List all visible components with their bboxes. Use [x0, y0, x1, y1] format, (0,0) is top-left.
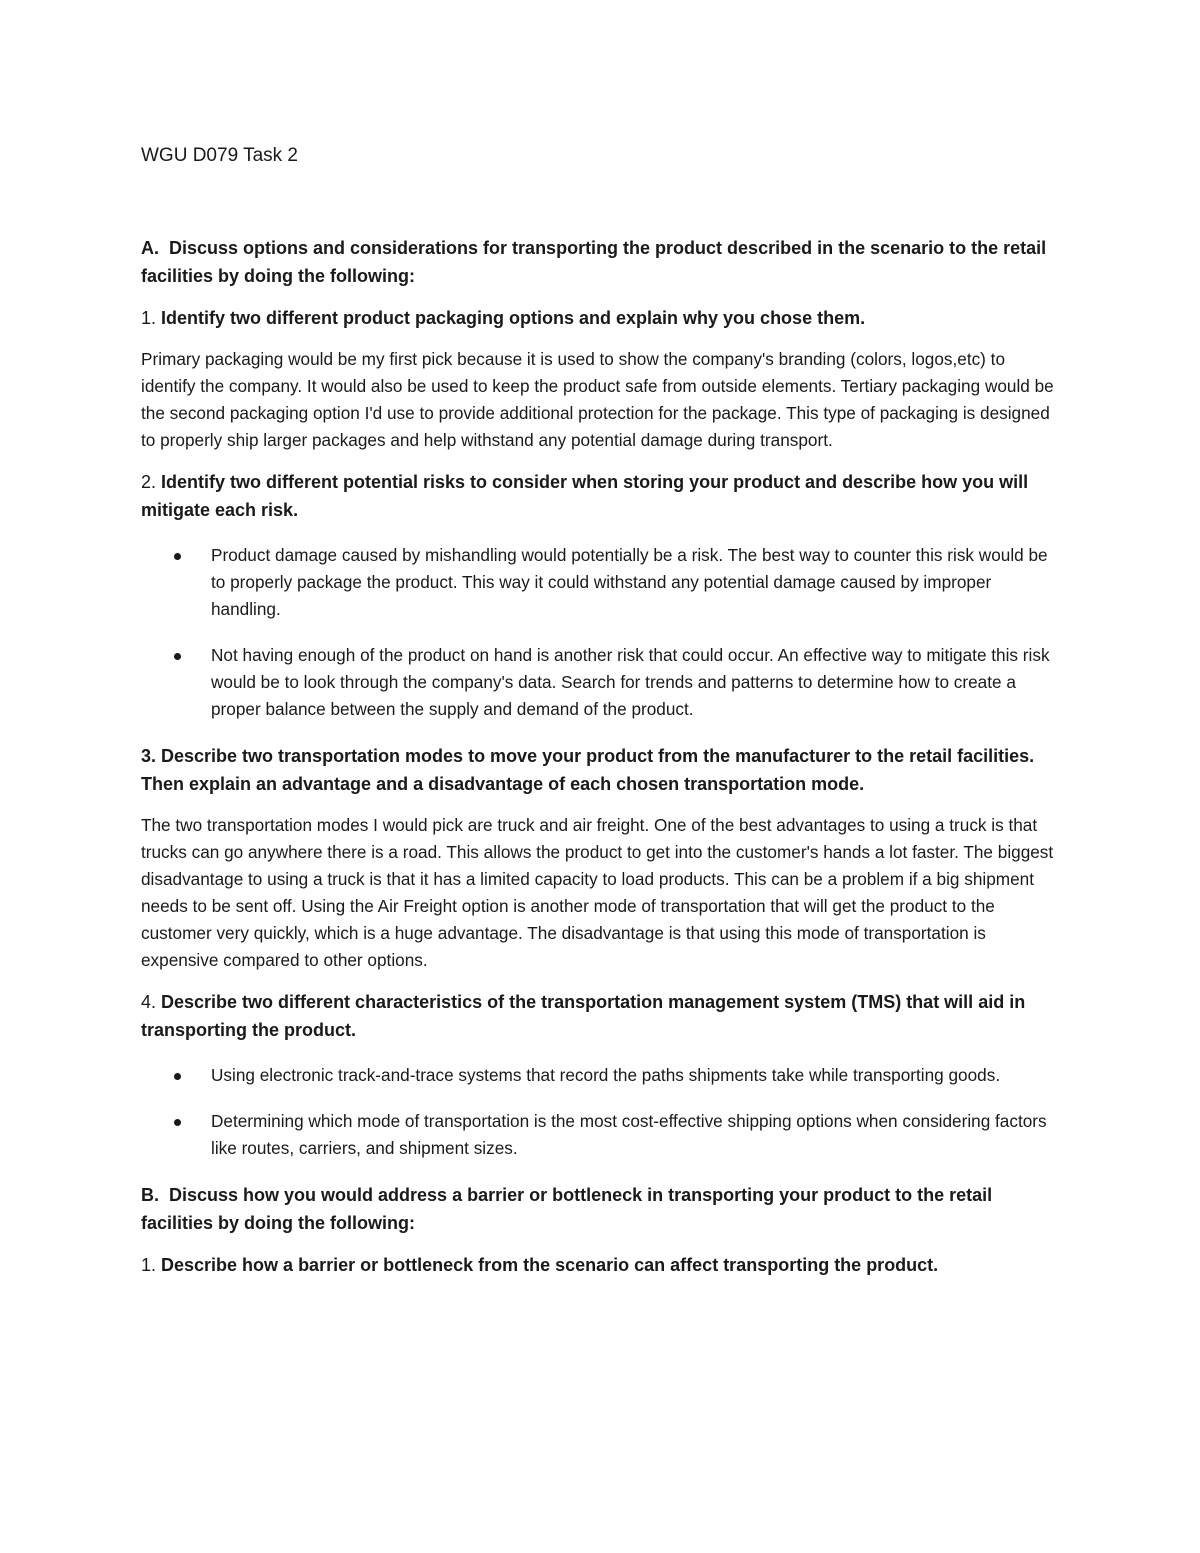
list-item [141, 1062, 1061, 1089]
bullet-icon [174, 1073, 181, 1080]
section-b-prefix: B. [141, 1185, 159, 1205]
question-a1-heading-text: Identify two different product packaging options and explain why you chose them. [156, 308, 866, 328]
answer-a4-bullet-2-text: Determining which mode of transportation is the most cost-effective shipping options when considering factors like routes, carriers, and shipment sizes. [211, 1111, 1047, 1158]
bullet-icon [174, 553, 181, 560]
question-a4-prefix: 4. [141, 992, 157, 1012]
question-a3-prefix: 3. [141, 746, 157, 766]
section-a-heading-text: Discuss options and considerations for transporting the product described in the scenario to the retail facilities by doing the following: [141, 238, 1052, 286]
answer-a2-bullet-list [141, 542, 1061, 723]
document-title: WGU D079 Task 2 [141, 145, 298, 166]
answer-a4-bullet-list [141, 1062, 1061, 1162]
bullet-icon [174, 1119, 181, 1126]
question-a2-prefix: 2. [141, 472, 157, 492]
answer-a3-paragraph: The two transportation modes I would pick are truck and air freight. One of the best advantages to using a truck is that trucks can go anywhere there is a road. This allows the product to get into the customer's hands a lot faster. The biggest disadvantage to using a truck is that it has a limited capacity to load products. This can be a problem if a big shipment needs to be sent off. Using the Air Freight option is another mode of transportation that will get the product to the customer very quickly, which is a huge advantage. The disadvantage is that using this mode of transportation is expensive compared to other options. [141, 815, 1054, 970]
document-body [141, 142, 1061, 1293]
answer-a4-bullet-1-text: Using electronic track-and-trace systems that record the paths shipments take while transporting goods. [211, 1065, 1001, 1085]
question-a1-heading [141, 304, 1061, 332]
question-a4-heading [141, 988, 1061, 1044]
section-a-heading [141, 234, 1061, 290]
question-a3-heading [141, 742, 1061, 798]
question-b1-prefix: 1. [141, 1255, 157, 1275]
answer-a2-bullet-1-text: Product damage caused by mishandling would potentially be a risk. The best way to counter this risk would be to properly package the product. This way it could withstand any potential damage caused by improper handling. [211, 545, 1048, 619]
list-item [141, 642, 1061, 723]
question-a3-heading-text: Describe two transportation modes to move your product from the manufacturer to the retail facilities. Then explain an advantage and a disadvantage of each chosen transportation mode. [141, 746, 1040, 794]
question-a4-heading-text: Describe two different characteristics of the transportation management system (TMS) that will aid in transporting the product. [141, 992, 1031, 1040]
section-a-prefix: A. [141, 238, 159, 258]
answer-a1-paragraph: Primary packaging would be my first pick because it is used to show the company's branding (colors, logos,etc) to identify the company. It would also be used to keep the product safe from outside elements. Tertiary packaging would be the second packaging option I'd use to provide additional protection for the package. This type of packaging is designed to properly ship larger packages and help withstand any potential damage during transport. [141, 349, 1054, 450]
section-b-heading [141, 1181, 1061, 1237]
section-b-heading-text: Discuss how you would address a barrier or bottleneck in transporting your product to the retail facilities by doing the following: [141, 1185, 998, 1233]
question-b1-heading-text: Describe how a barrier or bottleneck from the scenario can affect transporting the product. [156, 1255, 939, 1275]
list-item [141, 1108, 1061, 1162]
question-a2-heading [141, 468, 1061, 524]
question-a1-prefix: 1. [141, 308, 157, 328]
list-item [141, 542, 1061, 623]
question-a2-heading-text: Identify two different potential risks to consider when storing your product and describe how you will mitigate each risk. [141, 472, 1034, 520]
question-b1-heading [141, 1251, 1061, 1279]
answer-a2-bullet-2-text: Not having enough of the product on hand is another risk that could occur. An effective way to mitigate this risk would be to look through the company's data. Search for trends and patterns to determine how to create a proper balance between the supply and demand of the product. [211, 645, 1050, 719]
bullet-icon [174, 653, 181, 660]
